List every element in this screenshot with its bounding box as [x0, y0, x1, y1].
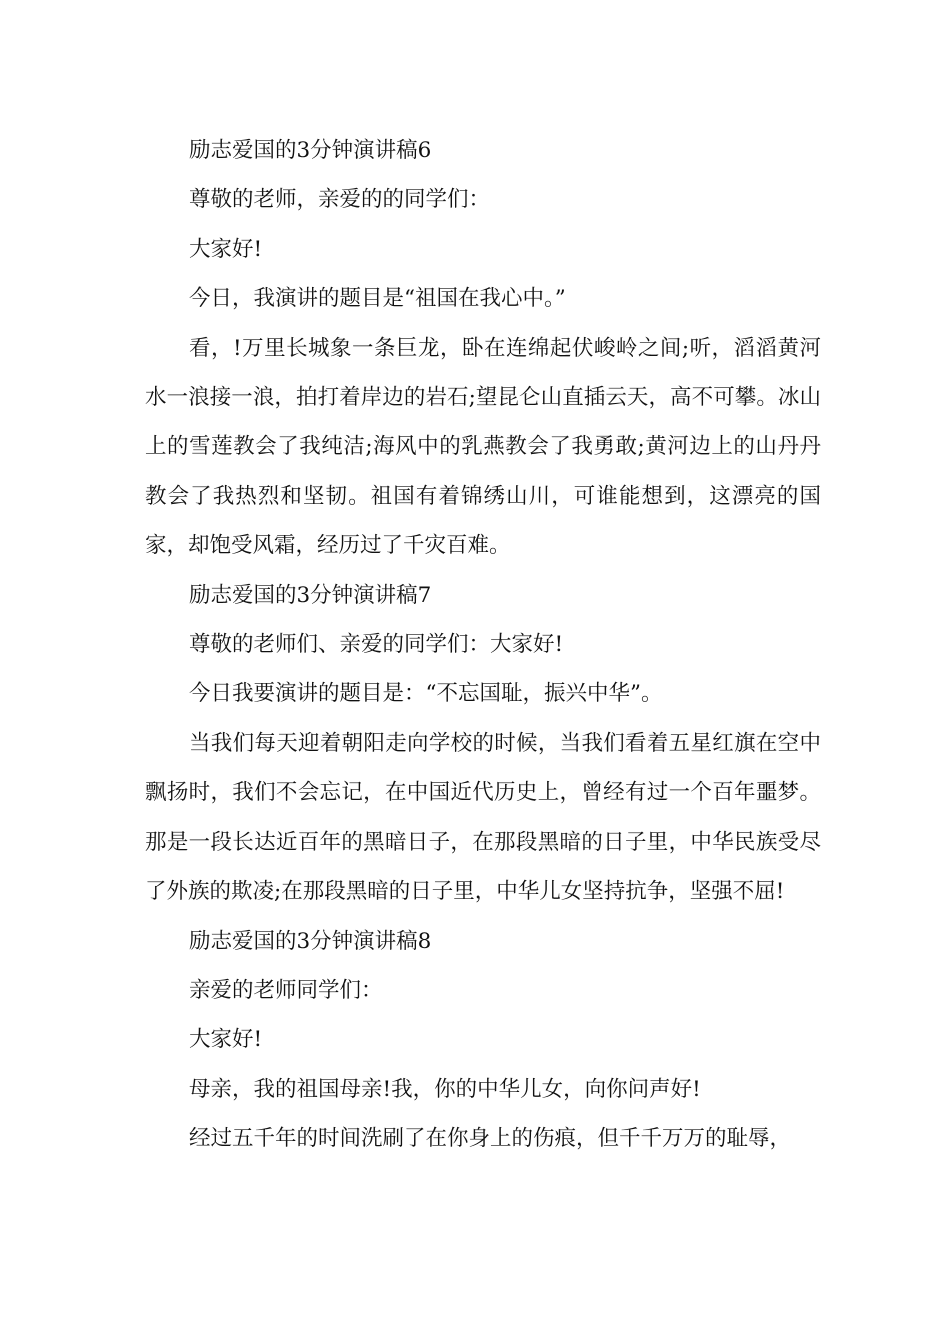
paragraph: 今日，我演讲的题目是“祖国在我心中。”	[189, 286, 566, 312]
paragraph: 母亲，我的祖国母亲!我，你的中华儿女，向你问声好!	[189, 1076, 701, 1102]
salutation: 尊敬的老师们、亲爱的同学们：大家好!	[189, 632, 564, 658]
salutation: 尊敬的老师，亲爱的的同学们：	[189, 187, 491, 213]
section-heading: 励志爱国的3分钟演讲稿6	[189, 138, 432, 163]
section-heading: 励志爱国的3分钟演讲稿8	[189, 928, 432, 954]
paragraph: 当我们每天迎着朝阳走向学校的时候，当我们看着五星红旗在空中飘扬时，我们不会忘记，在中国近代历史上，曾经有过一个百年噩梦。那是一段长达近百年的黑暗日子，在那段黑暗的日子里，中华民族受尽了外族的欺凌;在那段黑暗的日子里，中华儿女坚持抗争，坚强不屈!	[145, 730, 821, 905]
paragraph: 今日我要演讲的题目是：“不忘国耻，振兴中华”。	[189, 681, 663, 707]
salutation: 亲爱的老师同学们：	[189, 977, 383, 1003]
paragraph: 看，!万里长城象一条巨龙，卧在连绵起伏峻岭之间;听，滔滔黄河水一浪接一浪，拍打着岸边的岩石;望昆仑山直插云天，高不可攀。冰山上的雪莲教会了我纯洁;海风中的乳燕教会了我勇敢;黄河边上的山丹丹教会了我热烈和坚韧。祖国有着锦绣山川，可谁能想到，这漂亮的国家，却饱受风霜，经历过了千灾百难。	[145, 335, 821, 559]
greeting: 大家好!	[189, 1027, 263, 1053]
document-body	[145, 126, 821, 1164]
greeting: 大家好!	[189, 236, 263, 262]
paragraph: 经过五千年的时间洗刷了在你身上的伤痕，但千千万万的耻辱，	[189, 1126, 792, 1152]
section-heading: 励志爱国的3分钟演讲稿7	[189, 582, 432, 608]
